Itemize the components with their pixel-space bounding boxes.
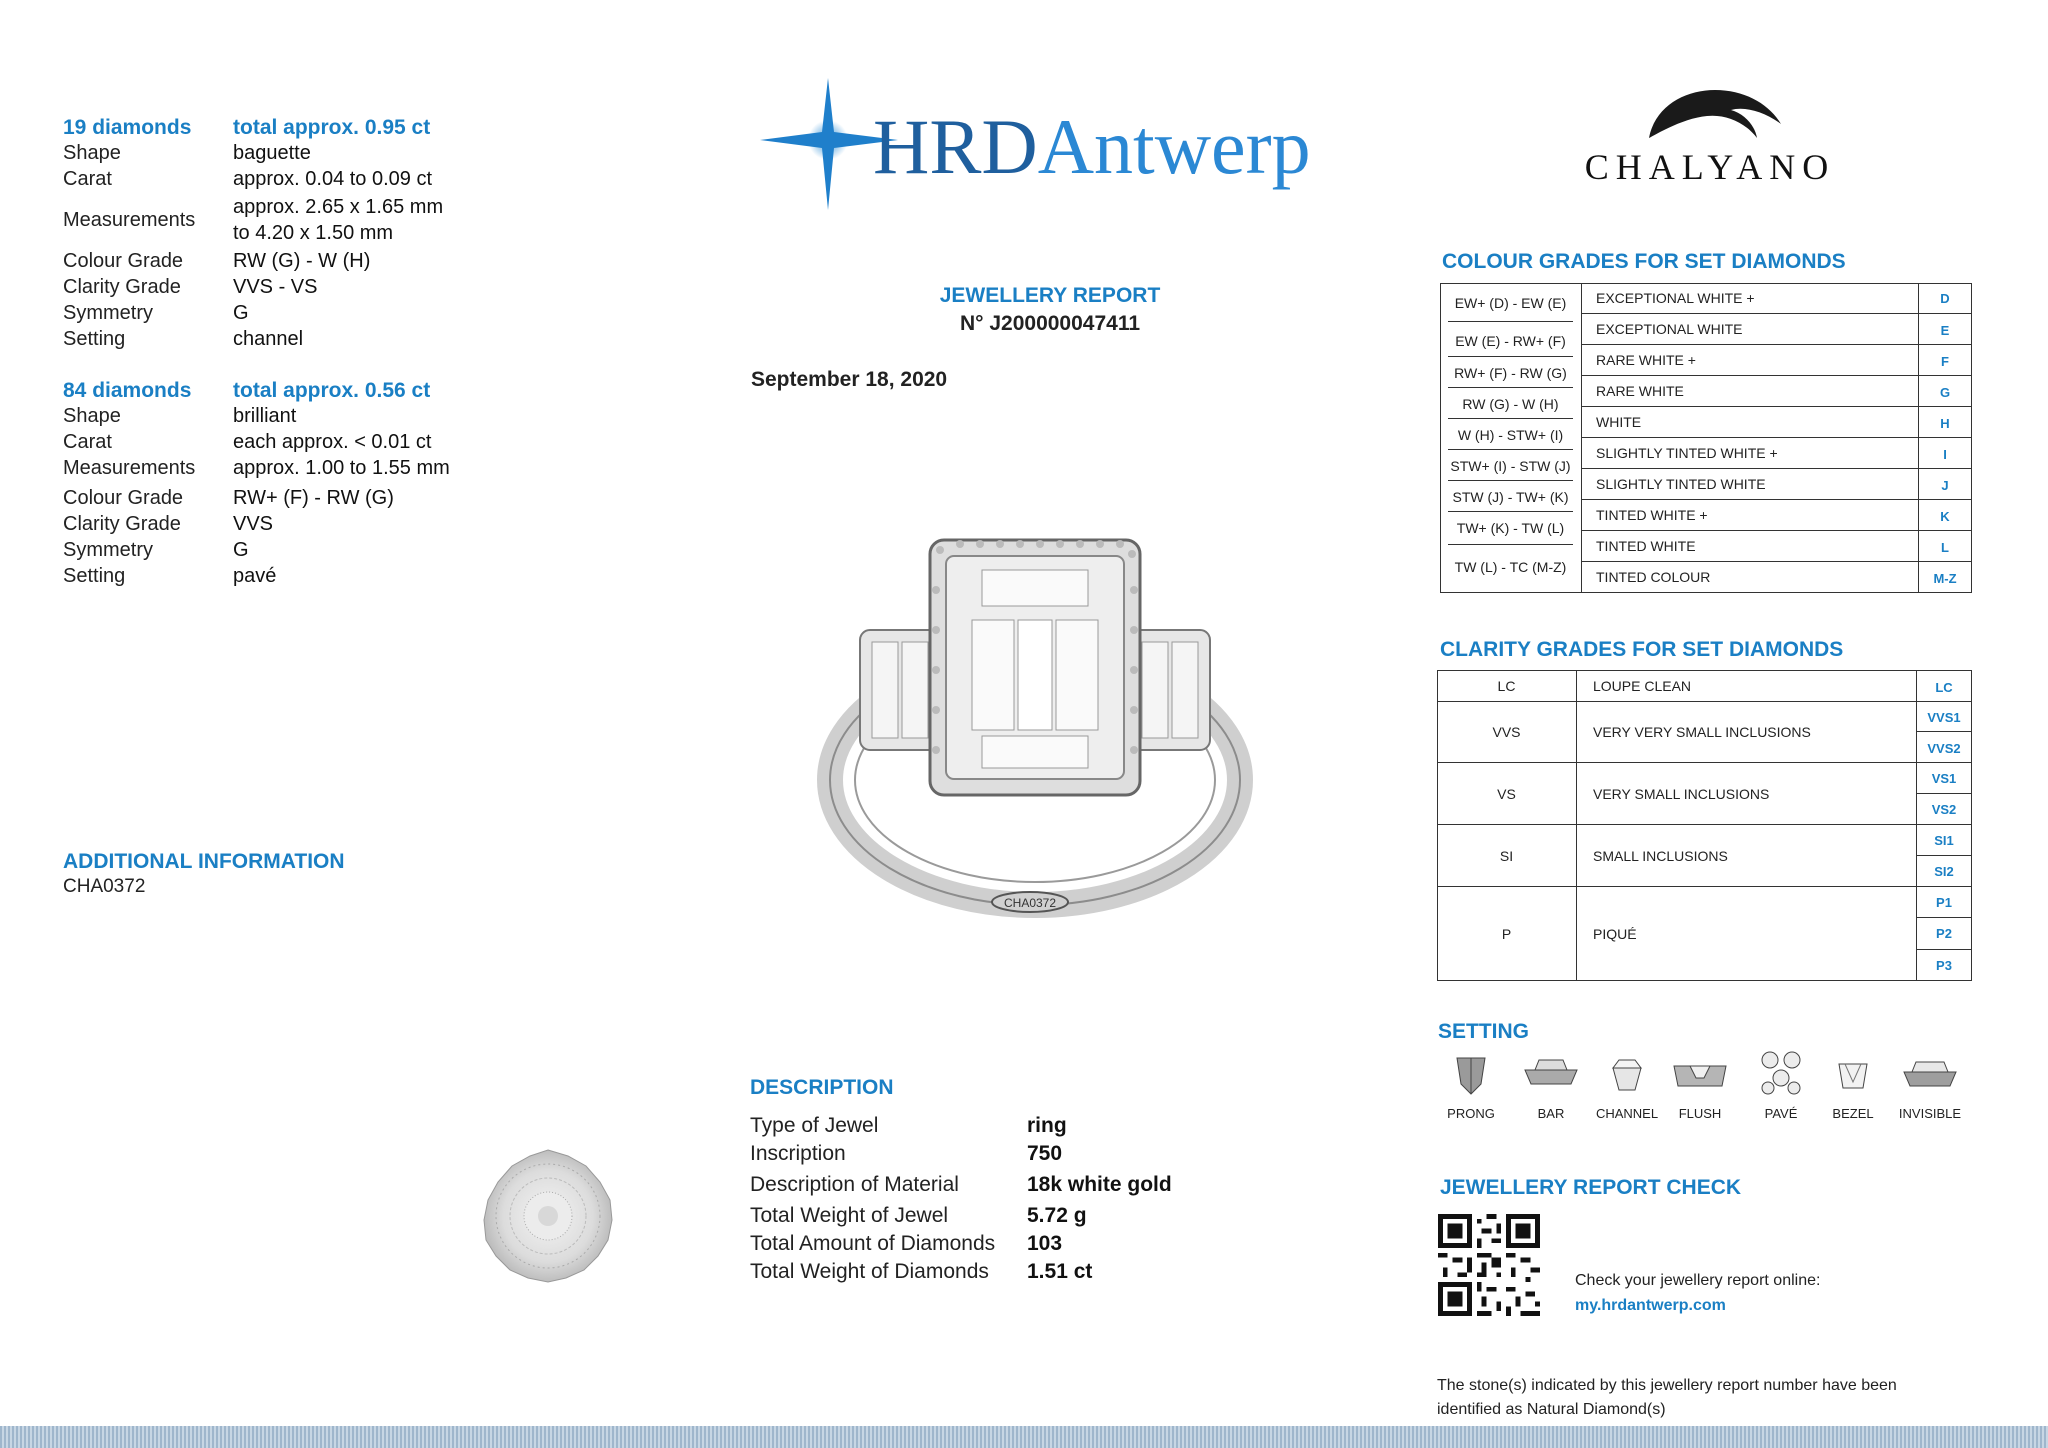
chalyano-emblem-icon <box>1645 86 1785 142</box>
ring-image <box>790 530 1280 930</box>
invisible-setting-icon <box>1900 1054 1960 1098</box>
description-label: Description of Material <box>750 1173 959 1196</box>
colour-code: F <box>1941 354 1949 369</box>
group1-value: VVS - VS <box>233 276 318 298</box>
setting-channel <box>1590 1054 1664 1121</box>
description-label: Total Amount of Diamonds <box>750 1232 996 1255</box>
chalyano-logo <box>1545 86 1875 186</box>
colour-name: SLIGHTLY TINTED WHITE <box>1596 476 1766 492</box>
group2-label: Clarity Grade <box>63 513 181 535</box>
colour-name: RARE WHITE <box>1596 383 1684 399</box>
prong-setting-icon <box>1449 1054 1493 1098</box>
group1-label: Carat <box>63 168 112 190</box>
clarity-code: SI1 <box>1934 833 1954 848</box>
colour-range: RW (G) - W (H) <box>1462 396 1559 412</box>
colour-code: D <box>1940 291 1950 306</box>
setting-label: PRONG <box>1447 1106 1495 1121</box>
colour-range: STW+ (I) - STW (J) <box>1450 458 1571 474</box>
bottom-security-band <box>0 1426 2048 1448</box>
colour-range: TW+ (K) - TW (L) <box>1456 520 1565 536</box>
note-line-1: The stone(s) indicated by this jewellery report number have been <box>1437 1377 1897 1394</box>
setting-label: INVISIBLE <box>1898 1106 1962 1121</box>
clarity-abbr: P <box>1501 926 1512 942</box>
group2-value: VVS <box>233 513 274 535</box>
colour-range: EW (E) - RW+ (F) <box>1455 333 1566 349</box>
chalyano-wordmark: CHALYANO <box>1584 147 1836 187</box>
pave-setting-icon <box>1756 1048 1806 1098</box>
description-label: Inscription <box>750 1142 846 1165</box>
group2-value: each approx. < 0.01 ct <box>233 431 432 453</box>
colour-range: EW+ (D) - EW (E) <box>1454 295 1567 311</box>
bezel-setting-icon <box>1831 1054 1875 1098</box>
hrd-logo-part1: HRD <box>873 103 1038 190</box>
report-number: N° J200000047411 <box>959 312 1141 335</box>
clarity-name: PIQUÉ <box>1593 926 1637 942</box>
qr-code-icon[interactable] <box>1438 1214 1540 1316</box>
setting-label: CHANNEL <box>1595 1106 1659 1121</box>
setting-label: BAR <box>1537 1106 1565 1121</box>
clarity-code: VVS1 <box>1927 710 1961 725</box>
report-date: September 18, 2020 <box>751 368 948 391</box>
group2-label: Measurements <box>63 457 196 479</box>
colour-code: J <box>1941 478 1949 493</box>
colour-code: I <box>1943 447 1947 462</box>
group2-label: Symmetry <box>63 539 153 561</box>
flush-setting-icon <box>1670 1054 1730 1098</box>
report-title: JEWELLERY REPORT <box>939 284 1161 307</box>
colour-range: RW+ (F) - RW (G) <box>1454 365 1567 381</box>
colour-name: EXCEPTIONAL WHITE + <box>1596 290 1755 306</box>
description-value: 750 <box>1027 1142 1063 1165</box>
colour-name: TINTED WHITE + <box>1596 507 1708 523</box>
setting-flush <box>1663 1054 1737 1121</box>
colour-range: STW (J) - TW+ (K) <box>1452 489 1569 505</box>
group2-value: G <box>233 539 249 561</box>
hrd-antwerp-logo <box>758 74 1318 214</box>
group1-value: approx. 2.65 x 1.65 mm <box>233 196 444 218</box>
additional-info-heading: ADDITIONAL INFORMATION <box>63 850 345 873</box>
clarity-grades-table <box>1437 670 1972 981</box>
group2-heading: 84 diamonds <box>63 379 192 402</box>
colour-name: EXCEPTIONAL WHITE <box>1596 321 1743 337</box>
clarity-abbr: VS <box>1497 786 1516 802</box>
group1-label: Measurements <box>63 209 196 231</box>
group1-value-cont: to 4.20 x 1.50 mm <box>233 222 394 244</box>
group1-label: Shape <box>63 142 121 164</box>
group2-label: Setting <box>63 565 126 587</box>
ring-inscription-mark: CHA0372 <box>1003 896 1057 910</box>
colour-range: TW (L) - TC (M-Z) <box>1454 559 1567 575</box>
hrd-logo-part2: Antwerp <box>1037 103 1311 190</box>
additional-info-value: CHA0372 <box>63 876 146 897</box>
colour-code: K <box>1940 509 1950 524</box>
description-label: Total Weight of Jewel <box>750 1204 949 1227</box>
description-value: 5.72 g <box>1027 1204 1087 1227</box>
group2-label: Shape <box>63 405 121 427</box>
description-value: 103 <box>1027 1232 1063 1255</box>
colour-code: L <box>1941 540 1949 555</box>
colour-grades-table <box>1440 283 1972 593</box>
description-value: 1.51 ct <box>1027 1260 1093 1283</box>
description-label: Type of Jewel <box>750 1114 879 1137</box>
clarity-name: VERY VERY SMALL INCLUSIONS <box>1593 724 1811 740</box>
colour-grades-heading: COLOUR GRADES FOR SET DIAMONDS <box>1442 250 1846 273</box>
colour-name: TINTED COLOUR <box>1596 569 1711 585</box>
colour-code: G <box>1939 385 1951 400</box>
clarity-code: P3 <box>1936 958 1952 973</box>
colour-range-column <box>1440 283 1581 593</box>
group2-value: brilliant <box>233 405 297 427</box>
setting-label: PAVÉ <box>1764 1106 1798 1121</box>
group2-label: Colour Grade <box>63 487 184 509</box>
clarity-code: P2 <box>1936 926 1952 941</box>
colour-names-column <box>1582 283 1972 593</box>
setting-bar <box>1514 1054 1588 1121</box>
clarity-code: VS1 <box>1931 771 1957 786</box>
group2-value: pavé <box>233 565 277 587</box>
clarity-grades-heading: CLARITY GRADES FOR SET DIAMONDS <box>1440 638 1844 661</box>
group1-value: channel <box>233 328 304 350</box>
colour-name: WHITE <box>1596 414 1642 430</box>
clarity-name: LOUPE CLEAN <box>1593 678 1692 694</box>
colour-code: M-Z <box>1933 571 1957 586</box>
group1-heading: 19 diamonds <box>63 116 192 139</box>
group1-value: G <box>233 302 249 324</box>
channel-setting-icon <box>1605 1054 1649 1098</box>
group1-total: total approx. 0.95 ct <box>233 116 431 139</box>
group2-value: RW+ (F) - RW (G) <box>233 487 394 509</box>
setting-bezel <box>1816 1054 1890 1121</box>
report-check-url[interactable]: my.hrdantwerp.com <box>1575 1297 1726 1314</box>
clarity-code: VS2 <box>1931 802 1957 817</box>
clarity-abbr: VVS <box>1492 724 1521 740</box>
setting-label: BEZEL <box>1832 1106 1874 1121</box>
bar-setting-icon <box>1521 1054 1581 1098</box>
hologram-seal-icon <box>480 1148 616 1284</box>
setting-invisible <box>1893 1054 1967 1121</box>
group1-value: RW (G) - W (H) <box>233 250 371 272</box>
clarity-name: SMALL INCLUSIONS <box>1593 848 1728 864</box>
group2-value: approx. 1.00 to 1.55 mm <box>233 457 450 479</box>
report-check-text: Check your jewellery report online: <box>1575 1272 1821 1289</box>
colour-range: W (H) - STW+ (I) <box>1457 427 1564 443</box>
colour-code: H <box>1940 416 1950 431</box>
clarity-code: VVS2 <box>1927 741 1961 756</box>
clarity-abbr: LC <box>1497 678 1516 694</box>
group1-value: baguette <box>233 142 311 164</box>
group1-label: Symmetry <box>63 302 153 324</box>
setting-heading: SETTING <box>1438 1020 1530 1043</box>
note-line-2: identified as Natural Diamond(s) <box>1437 1401 1666 1418</box>
description-label: Total Weight of Diamonds <box>750 1260 989 1283</box>
colour-name: RARE WHITE + <box>1596 352 1696 368</box>
colour-code: E <box>1940 323 1950 338</box>
colour-name: SLIGHTLY TINTED WHITE + <box>1596 445 1778 461</box>
group1-label: Setting <box>63 328 126 350</box>
group1-label: Clarity Grade <box>63 276 181 298</box>
group2-label: Carat <box>63 431 112 453</box>
clarity-code: SI2 <box>1934 864 1954 879</box>
clarity-abbr: SI <box>1499 848 1514 864</box>
natural-diamond-note <box>1437 1374 1897 1422</box>
setting-label: FLUSH <box>1678 1106 1722 1121</box>
group1-label: Colour Grade <box>63 250 184 272</box>
colour-name: TINTED WHITE <box>1596 538 1696 554</box>
description-value: 18k white gold <box>1027 1173 1172 1196</box>
group2-total: total approx. 0.56 ct <box>233 379 431 402</box>
description-value: ring <box>1027 1114 1067 1137</box>
report-header <box>900 284 1200 336</box>
clarity-code: P1 <box>1936 895 1952 910</box>
group1-value: approx. 0.04 to 0.09 ct <box>233 168 433 190</box>
clarity-code: LC <box>1935 680 1953 695</box>
setting-pave <box>1744 1048 1818 1121</box>
description-heading: DESCRIPTION <box>750 1076 894 1099</box>
report-check-heading: JEWELLERY REPORT CHECK <box>1440 1176 1742 1199</box>
clarity-name: VERY SMALL INCLUSIONS <box>1593 786 1770 802</box>
setting-prong <box>1434 1054 1508 1121</box>
